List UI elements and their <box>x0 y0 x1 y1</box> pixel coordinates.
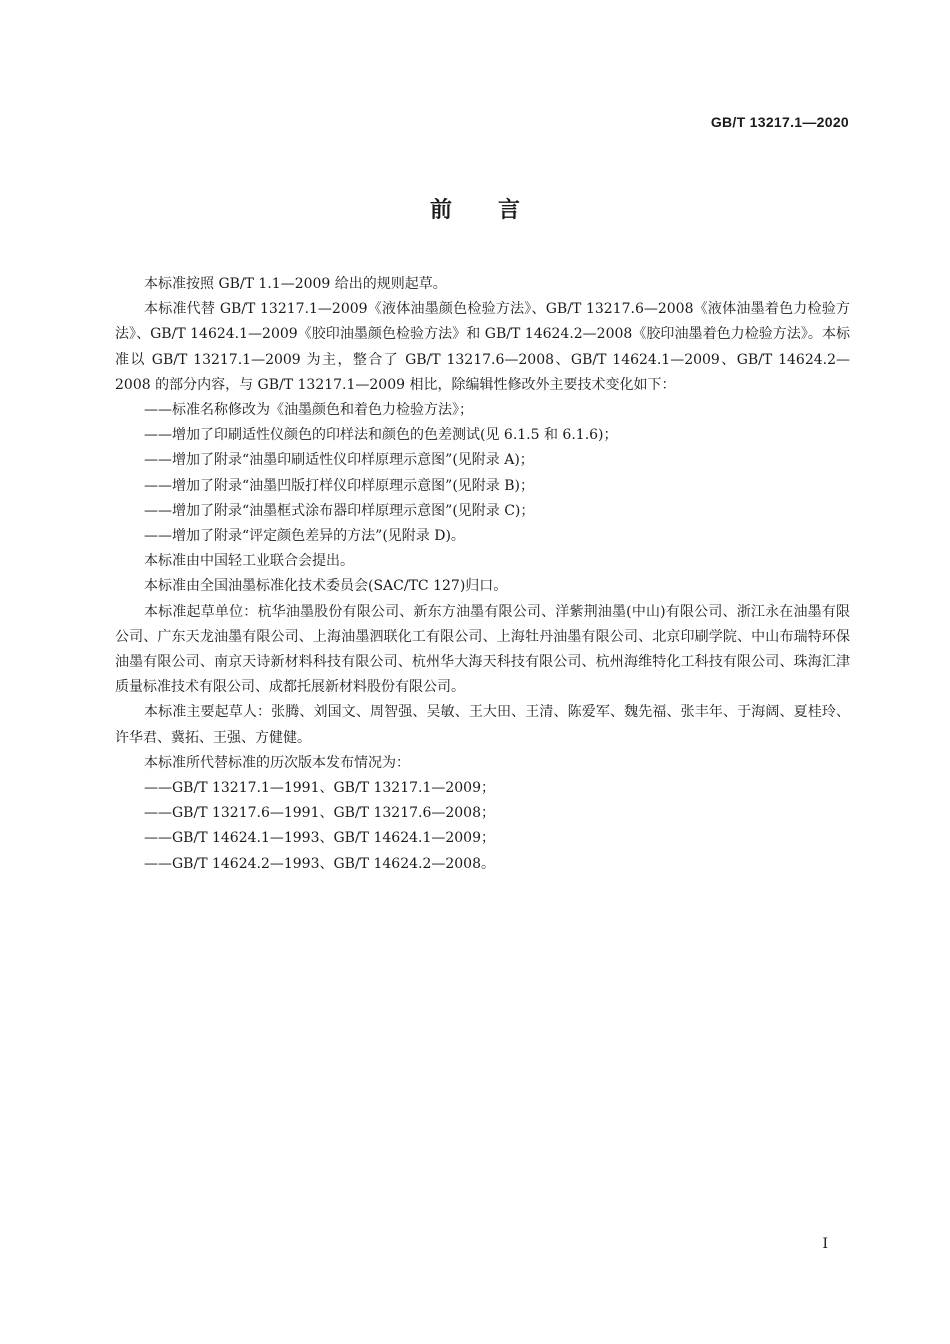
list-item-change: ——增加了附录“油墨凹版打样仪印样原理示意图”(见附录 B)； <box>144 477 534 494</box>
list-item-history: ——GB/T 14624.1—1993、GB/T 14624.1—2009； <box>144 830 495 847</box>
paragraph-proposer: 本标准由中国轻工业联合会提出。 <box>144 553 354 570</box>
page-number: I <box>822 1236 828 1252</box>
document-body <box>115 272 850 877</box>
list-item-change: ——增加了附录“油墨框式涂布器印样原理示意图”(见附录 C)； <box>144 502 535 519</box>
page-title: 前言 <box>429 198 566 223</box>
list-item-change: ——增加了附录“油墨印刷适性仪印样原理示意图”(见附录 A)； <box>144 452 534 469</box>
paragraph-drafters: 本标准主要起草人：张腾、刘国文、周智强、吴敏、王大田、王清、陈爱军、魏先福、张丰年、于海阔、夏桂玲、许华君、冀拓、王强、方健健。 <box>115 704 850 746</box>
list-item-history: ——GB/T 13217.1—1991、GB/T 13217.1—2009； <box>144 780 495 797</box>
list-item-history: ——GB/T 13217.6—1991、GB/T 13217.6—2008； <box>144 805 495 822</box>
paragraph-technical-committee: 本标准由全国油墨标准化技术委员会(SAC/TC 127)归口。 <box>144 578 508 595</box>
list-item-change: ——标准名称修改为《油墨颜色和着色力检验方法》； <box>144 402 473 419</box>
paragraph-replacement: 本标准代替 GB/T 13217.1—2009《液体油墨颜色检验方法》、GB/T 13217.6—2008《液体油墨着色力检验方法》、GB/T 14624.1—2009《胶印油墨颜色检验方法》和 GB/T 14624.2—2008《胶印油墨着色力检验方法》。本标准以 GB/T 13217.1—2009 为主，整合了 GB/T 13217.6—2008、GB/T 14624.1—2009、GB/T 14624.2—2008 的部分内容，与 GB/T 13217.1—2009 相比，除编辑性修改外主要技术变化如下： <box>115 301 850 393</box>
paragraph-history-intro: 本标准所代替标准的历次版本发布情况为： <box>144 754 410 771</box>
list-item-history: ——GB/T 14624.2—1993、GB/T 14624.2—2008。 <box>144 855 495 872</box>
document-code: GB/T 13217.1—2020 <box>710 114 849 130</box>
paragraph-drafting-units: 本标准起草单位：杭华油墨股份有限公司、新东方油墨有限公司、洋紫荆油墨(中山)有限公司、浙江永在油墨有限公司、广东天龙油墨有限公司、上海油墨泗联化工有限公司、上海牡丹油墨有限公司、北京印刷学院、中山布瑞特环保油墨有限公司、南京天诗新材料科技有限公司、杭州华大海天科技有限公司、杭州海维特化工科技有限公司、珠海汇津质量标准技术有限公司、成都托展新材料股份有限公司。 <box>115 603 850 696</box>
list-item-change: ——增加了附录“评定颜色差异的方法”(见附录 D)。 <box>144 528 465 545</box>
paragraph-drafting-rule: 本标准按照 GB/T 1.1—2009 给出的规则起草。 <box>144 276 447 292</box>
list-item-change: ——增加了印刷适性仪颜色的印样法和颜色的色差测试(见 6.1.5 和 6.1.6)； <box>144 427 618 444</box>
